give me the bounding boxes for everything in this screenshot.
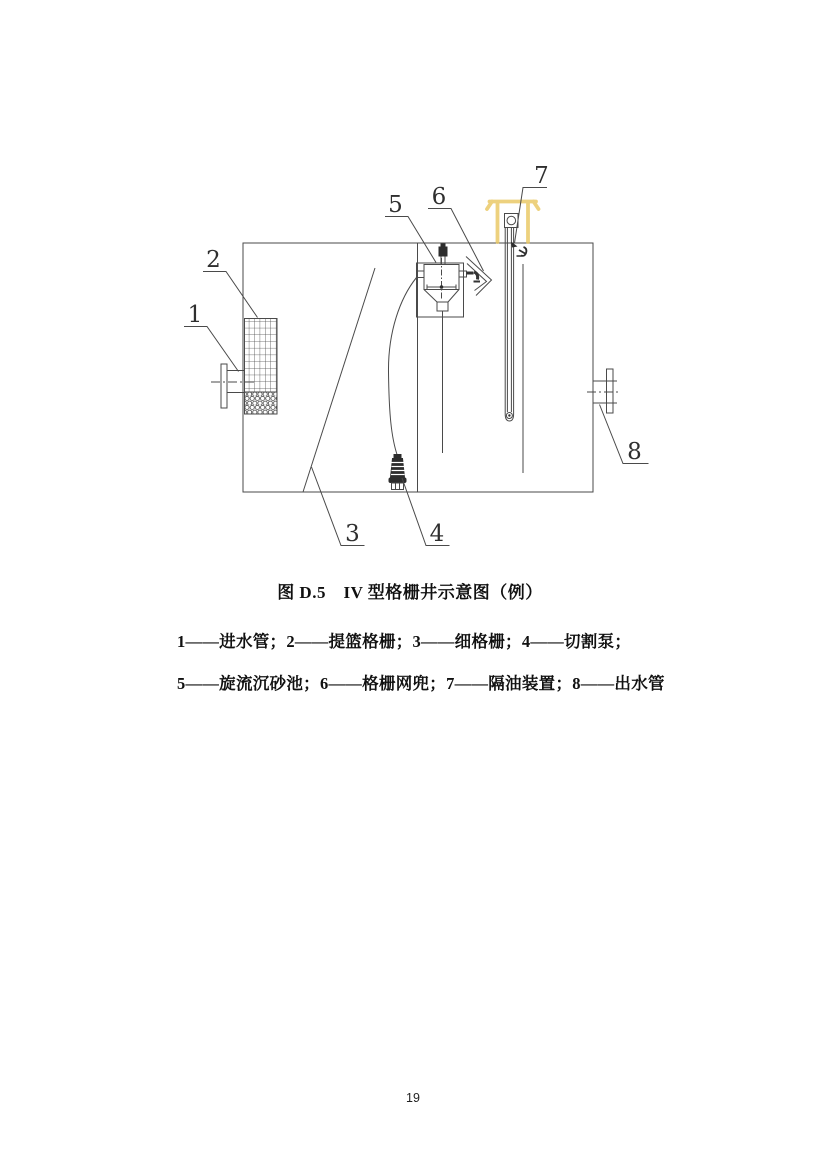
figure-caption: 图 D.5 IV 型格栅井示意图（例） [277,583,543,602]
callout-5: 5 [388,192,403,218]
grating-well-diagram [0,0,826,570]
tank-outline [243,243,593,492]
hook-clamp-icon [517,247,527,256]
callout-4: 4 [429,521,445,547]
callout-3: 3 [345,521,360,547]
fine-screen [303,268,375,492]
callout-8: 8 [627,439,642,465]
basket-screen [245,319,278,415]
callout-1: 1 [187,302,203,328]
highlight-marker [487,202,539,243]
motor-cap [441,244,446,248]
callout-2: 2 [206,247,221,273]
callout-6: 6 [431,184,447,210]
page-number: 19 [406,1091,420,1105]
grit-chamber [417,244,467,454]
figure-legend-line-1: 1——进水管；2——提篮格栅；3——细格栅；4——切割泵； [177,632,632,651]
pump-cable [388,278,416,457]
oil-separator [505,214,527,474]
motor-icon [439,247,448,257]
outlet-flange [587,369,621,413]
figure-legend-line-2: 5——旋流沉砂池；6——格栅网兜；7——隔油装置；8——出水管 [177,674,665,693]
callout-7: 7 [534,163,549,189]
